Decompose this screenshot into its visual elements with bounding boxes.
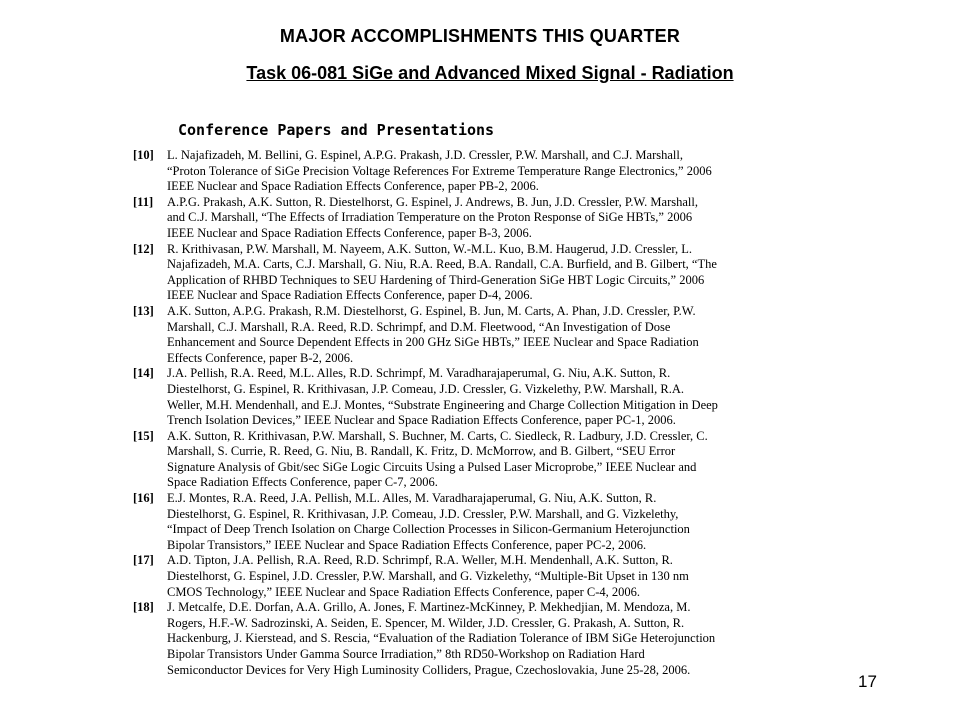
reference-text	[167, 553, 753, 600]
reference-item	[133, 600, 753, 678]
reference-item	[133, 148, 753, 195]
reference-number: [13]	[133, 303, 154, 318]
reference-item	[133, 195, 753, 242]
reference-line: IEEE Nuclear and Space Radiation Effects Conference, paper B-3, 2006.	[167, 225, 532, 240]
reference-line: A.P.G. Prakash, A.K. Sutton, R. Diestelhorst, G. Espinel, J. Andrews, B. Jun, J.D. Cressler, P.W. Marshall,	[167, 194, 698, 209]
reference-line: J. Metcalfe, D.E. Dorfan, A.A. Grillo, A. Jones, F. Martinez-McKinney, P. Mekhedjian, M. Mendoza, M.	[167, 600, 691, 615]
reference-line: Marshall, S. Currie, R. Reed, G. Niu, B. Randall, K. Fritz, D. McMorrow, and B. Gilbert, “SEU Error	[167, 444, 676, 459]
reference-line: Space Radiation Effects Conference, paper C-7, 2006.	[167, 475, 438, 490]
reference-line: IEEE Nuclear and Space Radiation Effects Conference, paper D-4, 2006.	[167, 288, 533, 303]
reference-text	[167, 195, 753, 242]
reference-item	[133, 304, 753, 366]
reference-text	[167, 491, 753, 553]
reference-text	[167, 148, 753, 195]
reference-line: J.A. Pellish, R.A. Reed, M.L. Alles, R.D. Schrimpf, M. Varadharajaperumal, G. Niu, A.K. Sutton, R.	[167, 366, 671, 381]
reference-line: IEEE Nuclear and Space Radiation Effects Conference, paper PB-2, 2006.	[167, 179, 539, 194]
reference-text	[167, 366, 753, 428]
reference-line: Bipolar Transistors,” IEEE Nuclear and Space Radiation Effects Conference, paper PC-2, 2006.	[167, 537, 647, 552]
page-number: 17	[858, 672, 877, 691]
reference-line: A.D. Tipton, J.A. Pellish, R.A. Reed, R.D. Schrimpf, R.A. Weller, M.H. Mendenhall, A.K. Sutton, R.	[167, 553, 673, 568]
reference-text	[167, 600, 753, 678]
reference-line: Najafizadeh, M.A. Carts, C.J. Marshall, G. Niu, R.A. Reed, B.A. Randall, C.A. Burfield, and B. Gilbert, “The	[167, 257, 717, 272]
reference-line: and C.J. Marshall, “The Effects of Irradiation Temperature on the Proton Response of SiGe HBTs,” 2006	[167, 210, 693, 225]
reference-line: Signature Analysis of Gbit/sec SiGe Logic Circuits Using a Pulsed Laser Microprobe,” IEEE Nuclear and	[167, 459, 697, 474]
reference-line: Diestelhorst, G. Espinel, R. Krithivasan, J.P. Comeau, J.D. Cressler, P.W. Marshall, and G. Vizkelethy,	[167, 506, 679, 521]
reference-number: [16]	[133, 491, 154, 506]
reference-line: Bipolar Transistors Under Gamma Source Irradiation,” 8th RD50-Workshop on Radiation Hard	[167, 647, 645, 661]
reference-line: E.J. Montes, R.A. Reed, J.A. Pellish, M.L. Alles, M. Varadharajaperumal, G. Niu, A.K. Sutton, R.	[167, 491, 657, 506]
reference-number: [14]	[133, 366, 154, 381]
reference-line: Diestelhorst, G. Espinel, J.D. Cressler, P.W. Marshall, and G. Vizkelethy, “Multiple-Bit Upset in 130 nm	[167, 569, 689, 584]
reference-line: Enhancement and Source Dependent Effects in 200 GHz SiGe HBTs,” IEEE Nuclear and Space Radiation	[167, 335, 699, 350]
reference-line: Weller, M.H. Mendenhall, and E.J. Montes, “Substrate Engineering and Charge Collection Mitigation in Deep	[167, 397, 718, 412]
reference-item	[133, 553, 753, 600]
reference-line: Trench Isolation Devices,” IEEE Nuclear and Space Radiation Effects Conference, paper PC-1, 2006.	[167, 413, 676, 428]
reference-number: [12]	[133, 241, 154, 256]
reference-line: Hackenburg, J. Kierstead, and S. Rescia, “Evaluation of the Radiation Tolerance of IBM SiGe Heterojunction	[167, 631, 716, 646]
reference-text	[167, 429, 753, 491]
reference-line: Diestelhorst, G. Espinel, R. Krithivasan, J.P. Comeau, J.D. Cressler, G. Vizkelethy, P.W. Marshall, R.A.	[167, 381, 684, 396]
reference-line: Application of RHBD Techniques to SEU Hardening of Third-Generation SiGe HBT Logic Circuits,” 2006	[167, 272, 705, 287]
reference-line: “Impact of Deep Trench Isolation on Charge Collection Processes in Silicon-Germanium Heterojunction	[167, 522, 690, 537]
reference-text	[167, 304, 753, 366]
slide-subtitle: Task 06-081 SiGe and Advanced Mixed Signal - Radiation	[246, 63, 734, 83]
section-heading: Conference Papers and Presentations	[178, 121, 495, 139]
reference-list	[133, 148, 753, 678]
reference-item	[133, 366, 753, 428]
slide-title: MAJOR ACCOMPLISHMENTS THIS QUARTER	[279, 26, 681, 46]
reference-item	[133, 429, 753, 491]
reference-number: [11]	[133, 194, 154, 209]
reference-line: “Proton Tolerance of SiGe Precision Voltage References For Extreme Temperature Range Electronics,” 2006	[167, 163, 712, 178]
reference-line: A.K. Sutton, R. Krithivasan, P.W. Marshall, S. Buchner, M. Carts, C. Siedleck, R. Ladbury, J.D. Cressler, C.	[167, 428, 708, 443]
reference-number: [17]	[133, 553, 154, 568]
reference-number: [15]	[133, 428, 154, 443]
reference-line: Semiconductor Devices for Very High Luminosity Colliders, Prague, Czechoslovakia, June 25-28, 2006.	[167, 662, 691, 677]
reference-line: Rogers, H.F.-W. Sadrozinski, A. Seiden, E. Spencer, M. Wilder, J.D. Cressler, G. Prakash, A. Sutton, R.	[167, 615, 685, 630]
reference-number: [18]	[133, 600, 154, 615]
reference-line: R. Krithivasan, P.W. Marshall, M. Nayeem, A.K. Sutton, W.-M.L. Kuo, B.M. Haugerud, J.D. Cressler, L.	[167, 241, 693, 256]
reference-line: Marshall, C.J. Marshall, R.A. Reed, R.D. Schrimpf, and D.M. Fleetwood, “An Investigation of Dose	[167, 319, 671, 334]
reference-line: CMOS Technology,” IEEE Nuclear and Space Radiation Effects Conference, paper C-4, 2006.	[167, 584, 641, 599]
reference-line: Effects Conference, paper B-2, 2006.	[167, 350, 354, 365]
reference-line: L. Najafizadeh, M. Bellini, G. Espinel, A.P.G. Prakash, J.D. Cressler, P.W. Marshall, and C.J. Marshall,	[167, 148, 683, 162]
reference-text	[167, 242, 753, 304]
reference-item	[133, 242, 753, 304]
reference-item	[133, 491, 753, 553]
reference-number: [10]	[133, 148, 154, 162]
reference-line: A.K. Sutton, A.P.G. Prakash, R.M. Diestelhorst, G. Espinel, B. Jun, M. Carts, A. Phan, J.D. Cressler, P.W.	[167, 303, 696, 318]
